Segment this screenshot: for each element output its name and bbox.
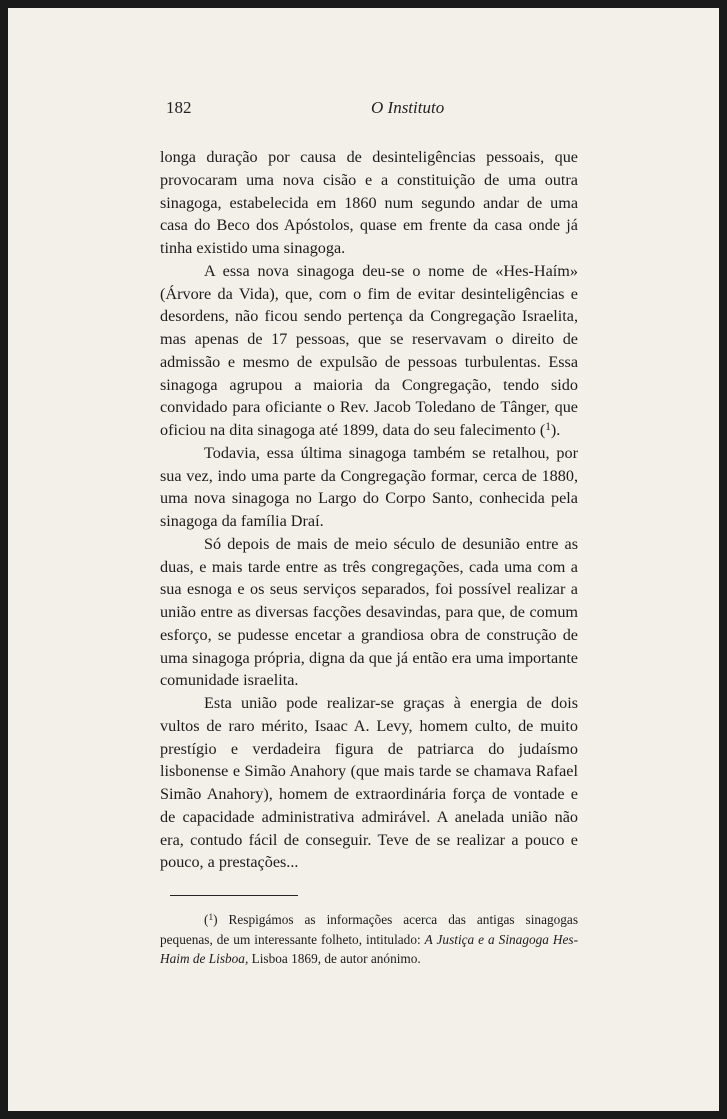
footnote-text-before: Respigámos as informações acerca das antigas sinagogas pequenas, de um interessante folheto, intitulado: [160, 912, 578, 947]
paragraph-4: Só depois de mais de meio século de desunião entre as duas, e mais tarde entre as três congregações, cada uma com a sua esnoga e os seus serviços separados, foi possível realizar a união entre as diversas facções desavindas, para que, de comum esforço, se pudesse encetar a grandiosa obra de construção de uma sinagoga própria, digna da que já então era uma importante comunidade israelita. [160, 534, 578, 690]
body-text [160, 146, 578, 874]
paragraph-2: A essa nova sinagoga deu-se o nome de «Hes-Haím» (Árvore da Vida), que, com o fim de evitar desinteligências e desordens, não ficou sendo pertença da Congregação Israelita, mas apenas de 17 pessoas, que se reservavam o direito de admissão e mesmo de expulsão de pessoas turbulentas. Essa sinagoga agrupou a maioria da Congregação, tendo sido convidado para oficiante o Rev. Jacob Toledano de Tânger, que oficiou na dita sinagoga até 1899, data do seu falecimento ($^1$). [160, 261, 578, 439]
paragraph-5: Esta união pode realizar-se graças à energia de dois vultos de raro mérito, Isaac A. Levy, homem culto, de muito prestígio e verdadeira figura de patriarca do judaísmo lisbonense e Simão Anahory (que mais tarde se chamava Rafael Simão Anahory), homem de extraordinária força de vontade e de capacidade administrativa admirável. A anelada união não era, contudo fácil de conseguir. Teve de se realizar a pouco e pouco, a prestações... [160, 694, 578, 872]
page-number: 182 [166, 98, 192, 117]
paragraph-3: Todavia, essa última sinagoga também se retalhou, por sua vez, indo uma parte da Congregação formar, cerca de 1880, uma nova sinagoga no Largo do Corpo Santo, conhecida pela sinagoga da família Draí. [160, 443, 578, 530]
paragraph-1: longa duração por causa de desinteligências pessoais, que provocaram uma nova cisão e a constituição de uma outra sinagoga, estabelecida em 1860 num segundo andar de uma casa do Beco dos Apóstolos, quase em frente da casa onde já tinha existido uma sinagoga. [160, 148, 578, 257]
footnote-reference: 1 [545, 420, 551, 433]
footnote-marker: 1 [208, 912, 214, 923]
running-title: O Instituto [371, 98, 445, 117]
footnote-cited-title: A Justiça e a Sinagoga Hes-Haim de Lisboa, [160, 931, 579, 966]
paragraph-2-text: A essa nova sinagoga deu-se o nome de «Hes-Haím» (Árvore da Vida), que, com o fim de evitar desinteligências e desordens, não ficou sendo pertença da Congregação Israelita, mas apenas de 17 pessoas, que se reservavam o direito de admissão e mesmo de expulsão de pessoas turbulentas. Essa sinagoga agrupou a maioria da Congregação, tendo sido convidado para oficiante o Rev. Jacob Toledano de Tânger, que oficiou na dita sinagoga até 1899, data do seu falecimento [160, 261, 578, 439]
page-header [166, 98, 576, 120]
footnote-text-after: Lisboa 1869, de autor anónimo. [251, 951, 421, 966]
footnote-reference-close: ). [550, 421, 561, 439]
footnote-divider [170, 895, 298, 896]
book-page [8, 8, 719, 1111]
footnote: ($^1$) Respigámos as informações acerca das antigas sinagogas pequenas, de um interessante folheto, intitulado: A Justiça e a Sinagoga Hes-Haim de Lisboa, Lisboa 1869, de autor anónimo. [160, 912, 579, 966]
